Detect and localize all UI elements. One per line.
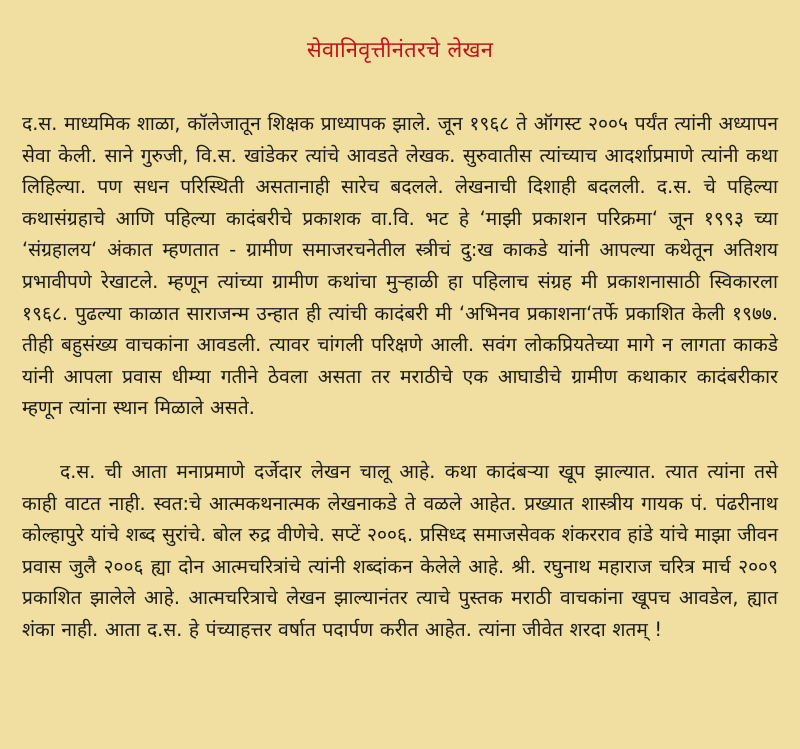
article-title: सेवानिवृत्तीनंतरचे लेखन	[306, 38, 494, 63]
article-paragraph: द.स. ची आता मनाप्रमाणे दर्जेदार लेखन चालू आहे. कथा कादंबऱ्या खूप झाल्यात. त्यात त्यांना तसे काही वाटत नाही. स्वत:चे आत्मकथनात्मक लेखनाकडे ते वळले आहेत. प्रख्यात शास्त्रीय गायक पं. पंढरीनाथ कोल्हापुरे यांचे शब्द सुरांचे. बोल रुद्र वीणेचे. सप्टें २००६. प्रसिध्द समाजसेवक शंकरराव हांडे यांचे माझा जीवन प्रवास जुलै २००६ ह्या दोन आत्मचरित्रांचे त्यांनी शब्दांकन केलेले आहे. श्री. रघुनाथ महाराज चरित्र मार्च २००९ प्रकाशित झालेले आहे. आत्मचरित्राचे लेखन झाल्यानंतर त्याचे पुस्तक मराठी वाचकांना खूपच आवडेल, ह्यात शंका नाही. आता द.स. हे पंच्याहत्तर वर्षात पदार्पण करीत आहेत. त्यांना जीवेत शरदा शतम् !	[22, 459, 778, 641]
article-paragraph: द.स. माध्यमिक शाळा, कॉलेजातून शिक्षक प्राध्यापक झाले. जून १९६८ ते ऑगस्ट २००५ पर्यंत त्यांनी अध्यापन सेवा केली. साने गुरुजी, वि.स. खांडेकर त्यांचे आवडते लेखक. सुरुवातीस त्यांच्याच आदर्शाप्रमाणे त्यांनी कथा लिहिल्या. पण सधन परिस्थिती असतानाही सारेच बदलले. लेखनाची दिशाही बदलली. द.स. चे पहिल्या कथासंग्रहाचे आणि पहिल्या कादंबरीचे प्रकाशक वा.वि. भट हे ‘माझी प्रकाशन परिक्रमा‘ जून १९९३ च्या ‘संग्रहालय‘ अंकात म्हणतात - ग्रामीण समाजरचनेतील स्त्रीचं दु:ख काकडे यांनी आपल्या कथेतून अतिशय प्रभावीपणे रेखाटले. म्हणून त्यांच्या ग्रामीण कथांचा मुऱ्हाळी हा पहिलाच संग्रह मी प्रकाशनासाठी स्विकारला १९६८. पुढल्या काळात साराजन्म उन्हात ही त्यांची कादंबरी मी ‘अभिनव प्रकाशना‘तर्फे प्रकाशित केली १९७७. तीही बहुसंख्य वाचकांना आवडली. त्यावर चांगली परिक्षणे आली. सवंग लोकप्रियतेच्या मागे न लागता काकडे यांनी आपला प्रवास धीम्या गतीने ठेवला असता तर मराठीचे एक आघाडीचे ग्रामीण कथाकार कादंबरीकार म्हणून त्यांना स्थान मिळाले असते.	[22, 112, 778, 420]
